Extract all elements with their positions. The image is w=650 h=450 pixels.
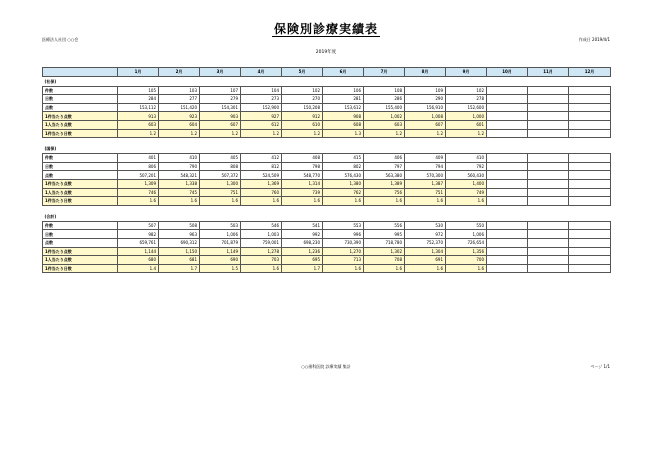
table-cell: 698,230 — [282, 238, 323, 247]
table-cell: 152,900 — [241, 103, 282, 112]
table-cell — [487, 171, 528, 180]
table-cell — [569, 112, 611, 121]
table-row — [43, 95, 611, 104]
section-title: (社保) — [44, 78, 57, 84]
row-label: 点数 — [43, 171, 118, 180]
table-row — [43, 247, 611, 256]
table-cell: 507,201 — [118, 171, 159, 180]
table-cell: 690 — [200, 256, 241, 265]
table-cell: 730,390 — [323, 238, 364, 247]
table-cell: 1.6 — [200, 197, 241, 206]
table-cell: 1.6 — [241, 197, 282, 206]
table-cell: 1,278 — [241, 247, 282, 256]
created-date: 作成日 2019/4/1 — [578, 37, 610, 42]
table-cell: 610 — [282, 120, 323, 129]
table-cell: 752,370 — [405, 238, 446, 247]
table-cell: 1.6 — [323, 197, 364, 206]
table-cell: 708 — [364, 256, 405, 265]
table-row — [43, 256, 611, 265]
table-row — [43, 112, 611, 121]
table-cell: 1.6 — [159, 197, 200, 206]
table-cell: 105 — [118, 86, 159, 95]
table-cell: 680 — [118, 256, 159, 265]
table-cell — [528, 95, 569, 104]
table-cell: 992 — [282, 230, 323, 239]
row-label: 1件当たり日数 — [43, 264, 118, 273]
table-cell: 806 — [118, 162, 159, 171]
table-cell — [487, 221, 528, 230]
table-cell: 409 — [405, 154, 446, 163]
table-cell — [528, 162, 569, 171]
table-cell: 153,112 — [118, 103, 159, 112]
table-cell: 996 — [323, 230, 364, 239]
table-cell: 1.2 — [364, 129, 405, 138]
table-cell: 659,761 — [118, 238, 159, 247]
table-cell: 1.6 — [282, 197, 323, 206]
table-cell: 1,003 — [241, 230, 282, 239]
table-cell: 284 — [118, 95, 159, 104]
table-cell: 277 — [159, 95, 200, 104]
table-cell: 270 — [282, 95, 323, 104]
table-cell — [487, 238, 528, 247]
table-cell: 1,309 — [118, 179, 159, 188]
table-cell: 103 — [159, 86, 200, 95]
table-cell: 508 — [159, 221, 200, 230]
table-row — [43, 120, 611, 129]
table-cell — [569, 162, 611, 171]
table-cell: 1.6 — [364, 197, 405, 206]
table-cell — [528, 129, 569, 138]
table-cell: 1.6 — [323, 264, 364, 273]
table-cell: 912 — [282, 112, 323, 121]
table-row — [43, 264, 611, 273]
row-label: 日数 — [43, 230, 118, 239]
table-cell: 109 — [405, 86, 446, 95]
table-cell — [569, 103, 611, 112]
table-cell: 1.7 — [159, 264, 200, 273]
table-cell — [487, 188, 528, 197]
table-cell: 503 — [200, 221, 241, 230]
table-cell: 681 — [159, 256, 200, 265]
table-cell — [487, 197, 528, 206]
table-cell — [528, 171, 569, 180]
table-cell: 746 — [118, 188, 159, 197]
table-cell — [487, 154, 528, 163]
row-label: 日数 — [43, 162, 118, 171]
table-cell: 726,654 — [446, 238, 487, 247]
table-row — [43, 103, 611, 112]
table-cell: 790 — [159, 162, 200, 171]
table-cell — [528, 154, 569, 163]
table-cell — [569, 95, 611, 104]
table-cell: 151,420 — [159, 103, 200, 112]
month-header: 2月 — [159, 68, 200, 77]
table-cell — [487, 162, 528, 171]
table-cell: 273 — [241, 95, 282, 104]
table-cell — [528, 179, 569, 188]
table-cell: 1.2 — [282, 129, 323, 138]
table-cell — [528, 112, 569, 121]
row-label: 1件当たり日数 — [43, 129, 118, 138]
table-cell: 1,338 — [159, 179, 200, 188]
table-cell — [569, 86, 611, 95]
table-cell: 553 — [323, 221, 364, 230]
table-cell: 541 — [282, 221, 323, 230]
table-cell: 1.2 — [200, 129, 241, 138]
table-cell — [569, 179, 611, 188]
row-label: 点数 — [43, 238, 118, 247]
table-cell: 601 — [446, 120, 487, 129]
table-cell — [528, 256, 569, 265]
table-cell: 1,300 — [200, 179, 241, 188]
table-row — [43, 188, 611, 197]
table-cell: 1.2 — [159, 129, 200, 138]
table-cell — [569, 171, 611, 180]
row-label: 1人当たり点数 — [43, 120, 118, 129]
row-label: 件数 — [43, 86, 118, 95]
table-cell: 1,302 — [364, 247, 405, 256]
month-header: 10月 — [487, 68, 528, 77]
table-cell: 913 — [118, 112, 159, 121]
table-cell: 507,372 — [200, 171, 241, 180]
table-cell: 927 — [241, 112, 282, 121]
table-cell — [487, 129, 528, 138]
table-cell — [569, 264, 611, 273]
table-cell: 155,400 — [364, 103, 405, 112]
table-cell: 703 — [241, 256, 282, 265]
table-cell: 1.2 — [241, 129, 282, 138]
table-cell: 1,356 — [446, 247, 487, 256]
table-cell — [487, 247, 528, 256]
fiscal-year: 2019年度 — [315, 50, 337, 55]
table-cell: 281 — [323, 95, 364, 104]
table-cell — [487, 95, 528, 104]
table-cell: 406 — [364, 154, 405, 163]
table-cell: 608 — [323, 120, 364, 129]
table-row — [43, 171, 611, 180]
table-cell: 812 — [241, 162, 282, 171]
table-cell: 548,770 — [282, 171, 323, 180]
table-cell: 152,600 — [446, 103, 487, 112]
row-label: 件数 — [43, 221, 118, 230]
table-cell: 1,002 — [364, 112, 405, 121]
table-cell: 102 — [446, 86, 487, 95]
table-cell — [569, 238, 611, 247]
table-cell: 279 — [200, 95, 241, 104]
table-row — [43, 179, 611, 188]
table-cell: 1.6 — [446, 264, 487, 273]
table-cell: 1,314 — [282, 179, 323, 188]
table-cell — [528, 86, 569, 95]
table-cell: 405 — [200, 154, 241, 163]
table-row — [43, 230, 611, 239]
table-cell: 700 — [446, 256, 487, 265]
table-cell: 104 — [241, 86, 282, 95]
table-cell: 797 — [364, 162, 405, 171]
table-cell — [528, 120, 569, 129]
table-cell: 1.6 — [405, 197, 446, 206]
table-cell — [528, 264, 569, 273]
table-cell: 548,321 — [159, 171, 200, 180]
table-cell: 751 — [405, 188, 446, 197]
table-cell: 1.2 — [446, 129, 487, 138]
table-cell: 923 — [159, 112, 200, 121]
table-cell: 107 — [200, 86, 241, 95]
table-cell: 550 — [446, 221, 487, 230]
table-cell: 1,304 — [405, 247, 446, 256]
table-cell: 745 — [159, 188, 200, 197]
table-cell: 691 — [405, 256, 446, 265]
row-label: 1件当たり日数 — [43, 197, 118, 206]
table-row — [43, 129, 611, 138]
table-cell — [569, 129, 611, 138]
table-cell: 1.5 — [200, 264, 241, 273]
table-cell: 560,430 — [446, 171, 487, 180]
table-cell — [487, 86, 528, 95]
table-cell: 802 — [323, 162, 364, 171]
table-cell: 739 — [282, 188, 323, 197]
table-cell: 794 — [405, 162, 446, 171]
table-cell: 612 — [241, 120, 282, 129]
table-cell: 1,006 — [200, 230, 241, 239]
table-cell: 982 — [118, 230, 159, 239]
table-cell — [569, 188, 611, 197]
table-cell — [487, 230, 528, 239]
table-row — [43, 221, 611, 230]
organization-label: 医療法人社団 ○○会 — [42, 37, 79, 42]
table-cell — [569, 256, 611, 265]
month-header: 4月 — [241, 68, 282, 77]
month-header: 12月 — [569, 68, 611, 77]
table-cell: 524,509 — [241, 171, 282, 180]
table-cell — [569, 230, 611, 239]
table-cell: 1,369 — [241, 179, 282, 188]
table-cell: 102 — [282, 86, 323, 95]
table-cell — [569, 120, 611, 129]
table-cell — [487, 120, 528, 129]
table-cell — [528, 197, 569, 206]
table-cell: 556 — [364, 221, 405, 230]
month-header: 6月 — [323, 68, 364, 77]
table-cell — [487, 103, 528, 112]
table-cell: 972 — [405, 230, 446, 239]
table-cell: 603 — [364, 120, 405, 129]
table-cell — [569, 197, 611, 206]
table-row — [43, 197, 611, 206]
table-cell — [528, 103, 569, 112]
table-cell: 701,879 — [200, 238, 241, 247]
table-row — [43, 162, 611, 171]
header-corner — [43, 68, 118, 77]
table-cell: 798 — [282, 162, 323, 171]
row-label: 1件当たり点数 — [43, 112, 118, 121]
table-cell: 756 — [364, 188, 405, 197]
month-header: 8月 — [405, 68, 446, 77]
table-cell: 576,430 — [323, 171, 364, 180]
table-cell: 1,006 — [446, 230, 487, 239]
table-cell — [569, 154, 611, 163]
page-number: ページ 1/1 — [590, 364, 610, 369]
table-cell: 150,208 — [282, 103, 323, 112]
table-cell: 1,380 — [323, 179, 364, 188]
table-cell: 963 — [159, 230, 200, 239]
row-label: 日数 — [43, 95, 118, 104]
table-cell — [528, 221, 569, 230]
table-cell: 760 — [241, 188, 282, 197]
month-header: 5月 — [282, 68, 323, 77]
table-cell: 604 — [159, 120, 200, 129]
table-cell — [487, 256, 528, 265]
section-header-row — [43, 212, 611, 222]
table-cell: 286 — [364, 95, 405, 104]
row-label: 1件当たり点数 — [43, 247, 118, 256]
table-cell: 1,389 — [364, 179, 405, 188]
table-cell — [528, 238, 569, 247]
table-row — [43, 238, 611, 247]
month-header: 7月 — [364, 68, 405, 77]
table-cell — [528, 230, 569, 239]
section-header-row — [43, 144, 611, 154]
section-header-row — [43, 76, 611, 86]
table-cell: 1,270 — [323, 247, 364, 256]
table-cell: 410 — [446, 154, 487, 163]
month-header: 3月 — [200, 68, 241, 77]
table-cell: 607 — [200, 120, 241, 129]
table-cell: 1.2 — [405, 129, 446, 138]
table-cell: 759,001 — [241, 238, 282, 247]
table-cell: 718,780 — [364, 238, 405, 247]
table-cell: 808 — [200, 162, 241, 171]
table-cell: 1.6 — [364, 264, 405, 273]
table-cell: 154,301 — [200, 103, 241, 112]
row-label: 1人当たり点数 — [43, 256, 118, 265]
results-table — [42, 67, 611, 273]
month-header-row — [43, 68, 611, 77]
table-cell: 408 — [282, 154, 323, 163]
table-cell — [528, 247, 569, 256]
table-cell: 1.6 — [118, 197, 159, 206]
table-cell: 1,008 — [405, 112, 446, 121]
table-cell: 1.6 — [241, 264, 282, 273]
table-cell: 1,400 — [446, 179, 487, 188]
row-label: 点数 — [43, 103, 118, 112]
table-cell: 410 — [159, 154, 200, 163]
table-cell: 995 — [364, 230, 405, 239]
month-header: 11月 — [528, 68, 569, 77]
table-cell: 903 — [200, 112, 241, 121]
table-row — [43, 154, 611, 163]
section-title: (合計) — [44, 213, 57, 219]
table-cell — [487, 112, 528, 121]
month-header: 9月 — [446, 68, 487, 77]
table-cell: 108 — [364, 86, 405, 95]
table-cell: 1,387 — [405, 179, 446, 188]
table-cell: 1.6 — [446, 197, 487, 206]
table-cell — [487, 179, 528, 188]
table-cell: 1.4 — [118, 264, 159, 273]
table-cell: 156,910 — [405, 103, 446, 112]
table-cell: 530 — [405, 221, 446, 230]
table-cell: 751 — [200, 188, 241, 197]
table-cell: 690,312 — [159, 238, 200, 247]
table-cell: 607 — [405, 120, 446, 129]
table-cell: 1,149 — [200, 247, 241, 256]
table-cell: 546 — [241, 221, 282, 230]
table-cell: 1.7 — [282, 264, 323, 273]
table-cell: 507 — [118, 221, 159, 230]
table-cell: 908 — [323, 112, 364, 121]
table-cell: 278 — [446, 95, 487, 104]
table-cell — [569, 221, 611, 230]
table-cell: 415 — [323, 154, 364, 163]
table-cell: 749 — [446, 188, 487, 197]
table-cell: 153,612 — [323, 103, 364, 112]
table-row — [43, 86, 611, 95]
section-title: (国保) — [44, 146, 57, 152]
table-cell: 792 — [446, 162, 487, 171]
footer-caption: ○○歯科医院 診療実績 集計 — [301, 364, 351, 369]
table-cell — [487, 264, 528, 273]
row-label: 1件当たり点数 — [43, 179, 118, 188]
row-label: 1人当たり点数 — [43, 188, 118, 197]
table-cell: 106 — [323, 86, 364, 95]
table-cell: 1,236 — [282, 247, 323, 256]
table-cell: 603 — [118, 120, 159, 129]
table-cell: 1.2 — [118, 129, 159, 138]
table-cell: 1,000 — [446, 112, 487, 121]
table-cell: 1,150 — [159, 247, 200, 256]
row-label: 件数 — [43, 154, 118, 163]
month-header: 1月 — [118, 68, 159, 77]
table-cell: 1,144 — [118, 247, 159, 256]
table-cell: 412 — [241, 154, 282, 163]
table-cell: 1.3 — [323, 129, 364, 138]
table-cell: 762 — [323, 188, 364, 197]
table-cell — [528, 188, 569, 197]
table-cell: 713 — [323, 256, 364, 265]
table-cell: 290 — [405, 95, 446, 104]
report-title: 保険別診療実績表 — [273, 22, 378, 36]
table-cell: 570,300 — [405, 171, 446, 180]
table-cell: 1.6 — [405, 264, 446, 273]
table-cell: 695 — [282, 256, 323, 265]
table-cell: 401 — [118, 154, 159, 163]
table-cell: 563,380 — [364, 171, 405, 180]
table-cell — [569, 247, 611, 256]
